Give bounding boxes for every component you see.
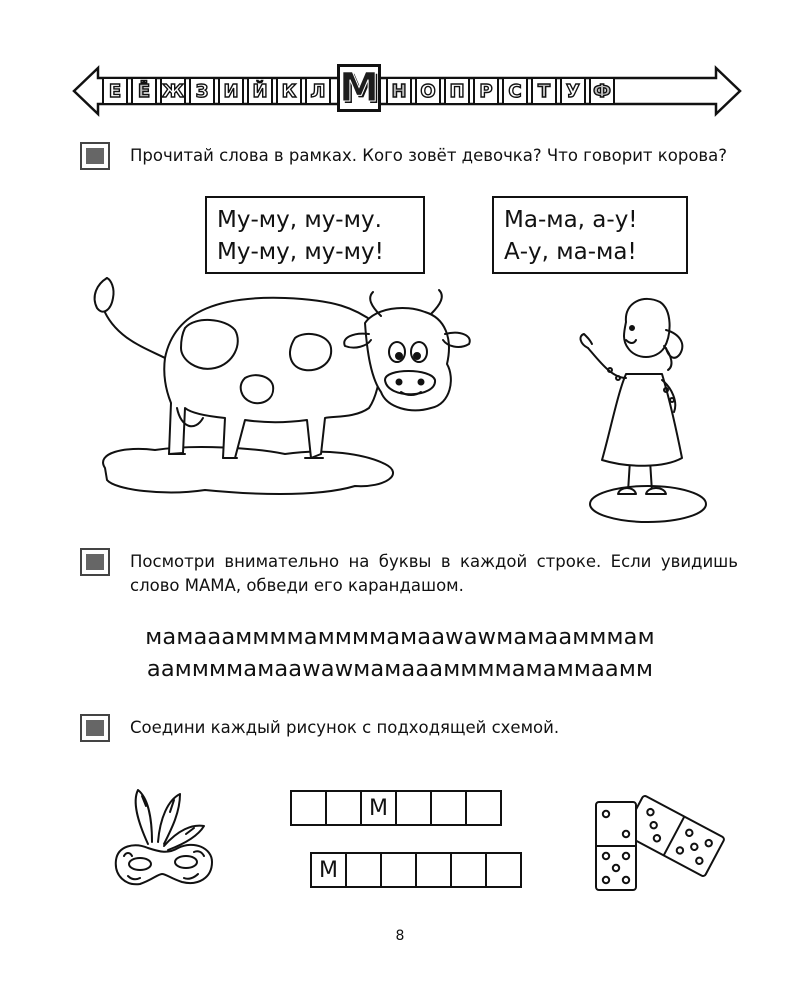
- task1-instruction: Прочитай слова в рамках. Кого зовёт девочка? Что говорит корова?: [130, 146, 728, 165]
- mask-icon: [108, 782, 218, 894]
- task3-marker: [80, 714, 110, 742]
- alphabet-letter: Л: [305, 77, 331, 105]
- schema-bottom-cell[interactable]: [485, 852, 522, 888]
- letter-row-1: мамаааммммаммммамааwawмамаамммам: [145, 624, 655, 650]
- girl-speech-line-2: А-у, ма-ма!: [504, 239, 637, 265]
- schema-top-cell[interactable]: [465, 790, 502, 826]
- cow-speech-line-1: Му-му, му-му.: [217, 207, 382, 233]
- alphabet-letter: К: [276, 77, 302, 105]
- alphabet-letter: О: [415, 77, 441, 105]
- schema-top-cell[interactable]: [430, 790, 467, 826]
- schema-bottom-cell[interactable]: [380, 852, 417, 888]
- alphabet-letter: У: [560, 77, 586, 105]
- schema-bottom-cell[interactable]: [450, 852, 487, 888]
- letter-row-2: ааммммамааwawмамаааммммамаммаамм: [146, 656, 654, 682]
- girl-illustration: [568, 282, 708, 528]
- schema-top-cell[interactable]: [325, 790, 362, 826]
- alphabet-letter: С: [502, 77, 528, 105]
- task3-instruction: Соедини каждый рисунок с подходящей схемой.: [130, 718, 560, 737]
- schema-bottom-cell[interactable]: [415, 852, 452, 888]
- schema-top-cell[interactable]: [290, 790, 327, 826]
- alphabet-letter: Ф: [589, 77, 615, 105]
- alphabet-letter: И: [218, 77, 244, 105]
- schema-top: [292, 790, 502, 826]
- girl-speech-box: [492, 196, 688, 274]
- alphabet-highlight-letter: М: [337, 64, 381, 112]
- alphabet-letter: Р: [473, 77, 499, 105]
- alphabet-letter: Н: [386, 77, 412, 105]
- cow-speech-line-2: Му-му, му-му!: [217, 239, 384, 265]
- task1-marker: [80, 142, 110, 170]
- schema-bottom-cell[interactable]: [345, 852, 382, 888]
- alphabet-letter: Е: [102, 77, 128, 105]
- alphabet-letter: Ё: [131, 77, 157, 105]
- girl-speech-line-1: Ма-ма, а-у!: [504, 207, 638, 233]
- alphabet-letter: Ж: [160, 77, 186, 105]
- schema-top-cell[interactable]: М: [360, 790, 397, 826]
- schema-bottom: [312, 852, 522, 888]
- alphabet-letter: П: [444, 77, 470, 105]
- domino-icon: [592, 788, 732, 898]
- cow-speech-box: [205, 196, 425, 274]
- schema-bottom-cell[interactable]: М: [310, 852, 347, 888]
- task2-marker: [80, 548, 110, 576]
- alphabet-letter: Т: [531, 77, 557, 105]
- alphabet-letters: [102, 65, 618, 111]
- alphabet-strip: [72, 62, 742, 120]
- alphabet-letter: З: [189, 77, 215, 105]
- cow-illustration: [85, 268, 485, 518]
- page-number: 8: [395, 928, 405, 944]
- task2-instruction: Посмотри внимательно на буквы в каждой строке. Если увидишь слово МАМА, обведи его карандашом.: [130, 552, 738, 595]
- schema-top-cell[interactable]: [395, 790, 432, 826]
- alphabet-letter: Й: [247, 77, 273, 105]
